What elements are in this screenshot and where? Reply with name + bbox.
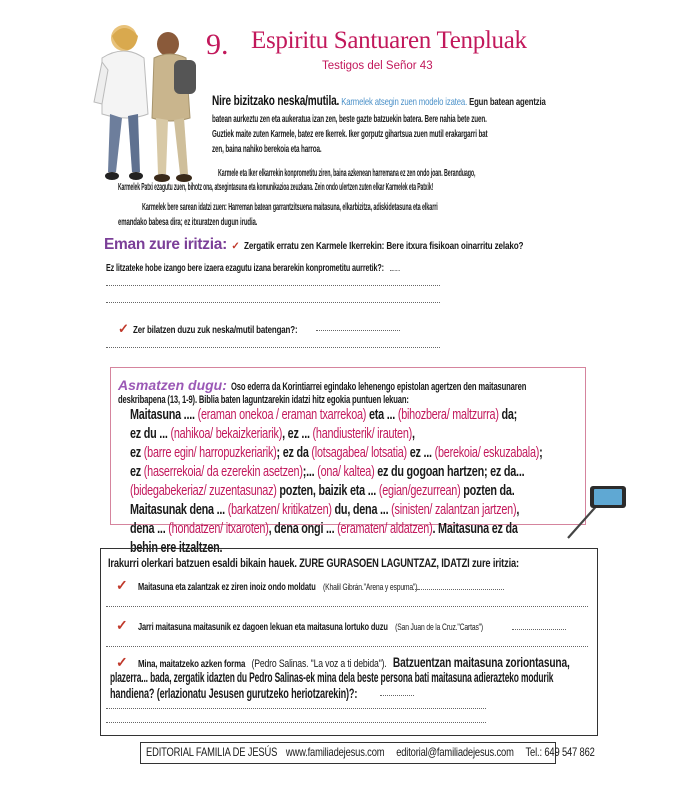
fill-option[interactable]: (barre egin/ harropuzkeriarik) (143, 445, 277, 461)
fill-text: pozten, baizik eta ... (276, 483, 379, 499)
fill-text: dena ... (130, 521, 169, 537)
opinion-question-1: Zergatik erratu zen Karmele Ikerrekin: Bere itxura fisikoan oinarritu zelako? (244, 241, 524, 252)
footer-phone: Tel.: 649 547 862 (525, 745, 595, 759)
page-title: Espiritu Santuaren Tenpluak (251, 27, 527, 54)
story-p2-line-2: Karmelek Patxi ezagutu zuen, bihotz ona, atsegintasuna eta komunikazioa zeuzkana. Zein ondo ulertzen zuten elkar Karmelek eta Patxik! (118, 182, 434, 193)
reading-item-2-text: Jarri maitasuna maitasunik ez dagoen lekuan eta maitasuna lortuko duzu (San Juan de la Cruz."Cartas") (138, 621, 484, 633)
reading-item-2 (116, 617, 617, 635)
fill-option[interactable]: (lotsagabea/ lotsatia) (311, 445, 407, 461)
fill-option[interactable]: (bidegabekeriaz/ zuzentasunaz) (130, 483, 277, 499)
fill-text: du, dena ... (331, 502, 392, 518)
story-heading: Nire bizitzako neska/mutila. (212, 93, 340, 108)
fill-option[interactable]: (nahikoa/ bekaizkeriarik) (170, 426, 283, 442)
answer-field-r2[interactable] (512, 629, 566, 630)
story-p3-line-2: emandako babesa dira; ez itxuratzen dugun irudia. (118, 217, 258, 228)
match-label: Asmatzen dugu: (118, 377, 227, 393)
fill-text: da; (498, 407, 518, 423)
fill-option[interactable]: (handiusterik/ irauten) (312, 426, 413, 442)
story-line-3: Guztiek maite zuten Karmele, batez ere Ikerrek. Iker gorputz gihartsua zuen mutil erakargarri bat (212, 128, 488, 140)
opinion-question-2 (106, 263, 474, 274)
couple-illustration (88, 22, 206, 192)
reading-item-3-cont-2: handiena? (erlazionatu Jesusen gurutzeko heriotzarekin)?: (110, 686, 358, 701)
fill-text: eta ... (366, 407, 398, 423)
fill-text: ez (130, 464, 144, 480)
answer-line-2[interactable] (106, 302, 440, 303)
answer-line-1[interactable] (106, 285, 440, 286)
match-fill-lines (130, 406, 551, 558)
check-icon: ✓ (116, 577, 128, 593)
story-paragraph-2 (218, 167, 597, 182)
fill-text: ; ez da (276, 445, 312, 461)
fill-line-5 (130, 482, 551, 501)
story-line-1: Egun batean agentzia (469, 97, 546, 108)
page-subtitle: Testigos del Señor 43 (322, 60, 433, 72)
answer-field-3[interactable] (316, 330, 400, 331)
fill-line-4 (130, 463, 551, 482)
fill-option[interactable]: (haserrekoia/ da ezerekin asetzen) (143, 464, 303, 480)
fill-text: ez du gogoan hartzen; ez da... (374, 464, 525, 480)
reading-item-1-text: Maitasuna eta zalantzak ez ziren inoiz ondo moldatu (Khalil Gibrán."Arena y espuma"). (138, 581, 420, 593)
story-line-4: zen, baina nahiko berekoia eta harroa. (212, 143, 322, 155)
answer-field-r3[interactable] (380, 695, 414, 696)
fill-text: ;... (302, 464, 318, 480)
fill-text: ; (539, 445, 543, 461)
fill-line-6 (130, 501, 551, 520)
match-intro-2: deskribapena (13, 1-9). Biblia baten laguntzarekin idatzi hitz egokia puntuen lekuan: (118, 394, 409, 406)
story-p3-line-1: Karmelek bere sarean idatzi zuen: Harreman batean garrantzitsuena maitasuna, elkarbizitza, adiskidetasuna eta elkarri (142, 202, 438, 213)
lesson-number: 9. (206, 28, 229, 61)
story-p2-line-1: Karmele eta Iker elkarrekin konprometitu ziren, baina azkenean harremana ez zen ondo joan. Beranduago, (218, 168, 476, 179)
check-icon: ✓ (116, 654, 128, 670)
answer-line-r3b[interactable] (106, 722, 486, 723)
reading-item-1 (116, 577, 529, 595)
fill-option[interactable]: (eramaten/ aldatzen) (337, 521, 433, 537)
fill-text: ez ... (406, 445, 435, 461)
fill-option[interactable]: (egian/gezurrean) (378, 483, 461, 499)
selfie-phone-icon (560, 480, 630, 542)
fill-text: , dena ongi ... (268, 521, 338, 537)
fill-text: . Maitasuna ez da (432, 521, 518, 537)
opinion-section (104, 236, 524, 254)
story-paragraph-2b (118, 181, 594, 196)
fill-text: pozten da. (460, 483, 515, 499)
fill-option[interactable]: (berekoia/ eskuzabala) (434, 445, 540, 461)
story-paragraph-3 (142, 201, 595, 216)
match-intro-row (118, 377, 641, 395)
fill-option[interactable]: (barkatzen/ kritikatzen) (227, 502, 332, 518)
footer (146, 745, 595, 759)
fill-text: Maitasunak dena ... (130, 502, 228, 518)
story-line-2: batean aurkeztu zen eta aukeratua izan zen, beste gazte batzuekin batera. Bere nahia bete zuen. (212, 114, 487, 125)
reading-intro: Irakurri olerkari batzuen esaldi bikain hauek. ZURE GURASOEN LAGUNTZAZ, IDATZI zure iritzia: (108, 556, 519, 570)
answer-line-r2[interactable] (106, 646, 588, 647)
check-icon: ✓ (116, 617, 128, 633)
fill-text: ez (130, 445, 144, 461)
answer-line-r1[interactable] (106, 606, 588, 607)
fill-option[interactable]: (eraman onekoa / eraman txarrekoa) (197, 407, 367, 423)
fill-option[interactable]: (sinisten/ zalantzan jartzen) (391, 502, 517, 518)
fill-line-8: behin ere itzaltzen. (130, 540, 223, 556)
opinion-label: Eman zure iritzia: (104, 236, 227, 253)
fill-option[interactable]: (hondatzen/ itxaroten) (168, 521, 269, 537)
reading-item-3-text: Mina, maitatzeko azken forma (Pedro Salinas. "La voz a ti debida"). Batzuentzan maitasuna zoriontasuna, (138, 655, 570, 670)
fill-text: , (516, 502, 520, 518)
fill-line-3 (130, 444, 551, 463)
answer-line-3[interactable] (106, 347, 440, 348)
footer-email[interactable]: editorial@familiadejesus.com (396, 745, 514, 759)
footer-website[interactable]: www.familiadejesus.com (285, 745, 385, 759)
fill-line-1 (130, 406, 551, 425)
opinion-question-3: Zer bilatzen duzu zuk neska/mutil batengan?: (133, 325, 298, 336)
story-paragraph-3b (118, 216, 408, 231)
answer-line-r3a[interactable] (106, 708, 486, 709)
fill-text: ez du ... (130, 426, 171, 442)
reading-item-3-cont-2-row (110, 685, 474, 703)
story-paragraph-1 (212, 94, 599, 111)
answer-field[interactable] (390, 270, 400, 271)
footer-publisher: EDITORIAL FAMILIA DE JESÚS (146, 745, 278, 759)
story-lines (212, 113, 600, 157)
fill-line-7 (130, 520, 551, 539)
fill-text: Maitasuna .... (130, 407, 198, 423)
check-icon: ✓ (118, 321, 129, 336)
reading-item-3-cont-1: plazerra... bada, zergatik idazten du Pedro Salinas-ek mina dela beste persona bati maitasuna adierazteko modurik (110, 670, 554, 685)
fill-option[interactable]: (bihozbera/ maltzurra) (397, 407, 499, 423)
fill-option[interactable]: (ona/ kaltea) (317, 464, 375, 480)
fill-line-2 (130, 425, 551, 444)
fill-text: , ez ... (282, 426, 313, 442)
fill-text: , (412, 426, 415, 442)
match-intro-1: Oso ederra da Korintiarrei egindako lehenengo epistolan agertzen den maitasunaren (231, 381, 527, 393)
answer-field-r1[interactable] (412, 589, 504, 590)
story-note: Karmelek atsegin zuen modelo izatea. (341, 97, 468, 108)
check-icon: ✓ (231, 241, 240, 252)
opinion-question-3-row (118, 320, 344, 338)
opinion-question-2-text: Ez litzateke hobe izango bere izaera ezagutu izana berarekin konprometitu aurretik?: (106, 263, 384, 274)
